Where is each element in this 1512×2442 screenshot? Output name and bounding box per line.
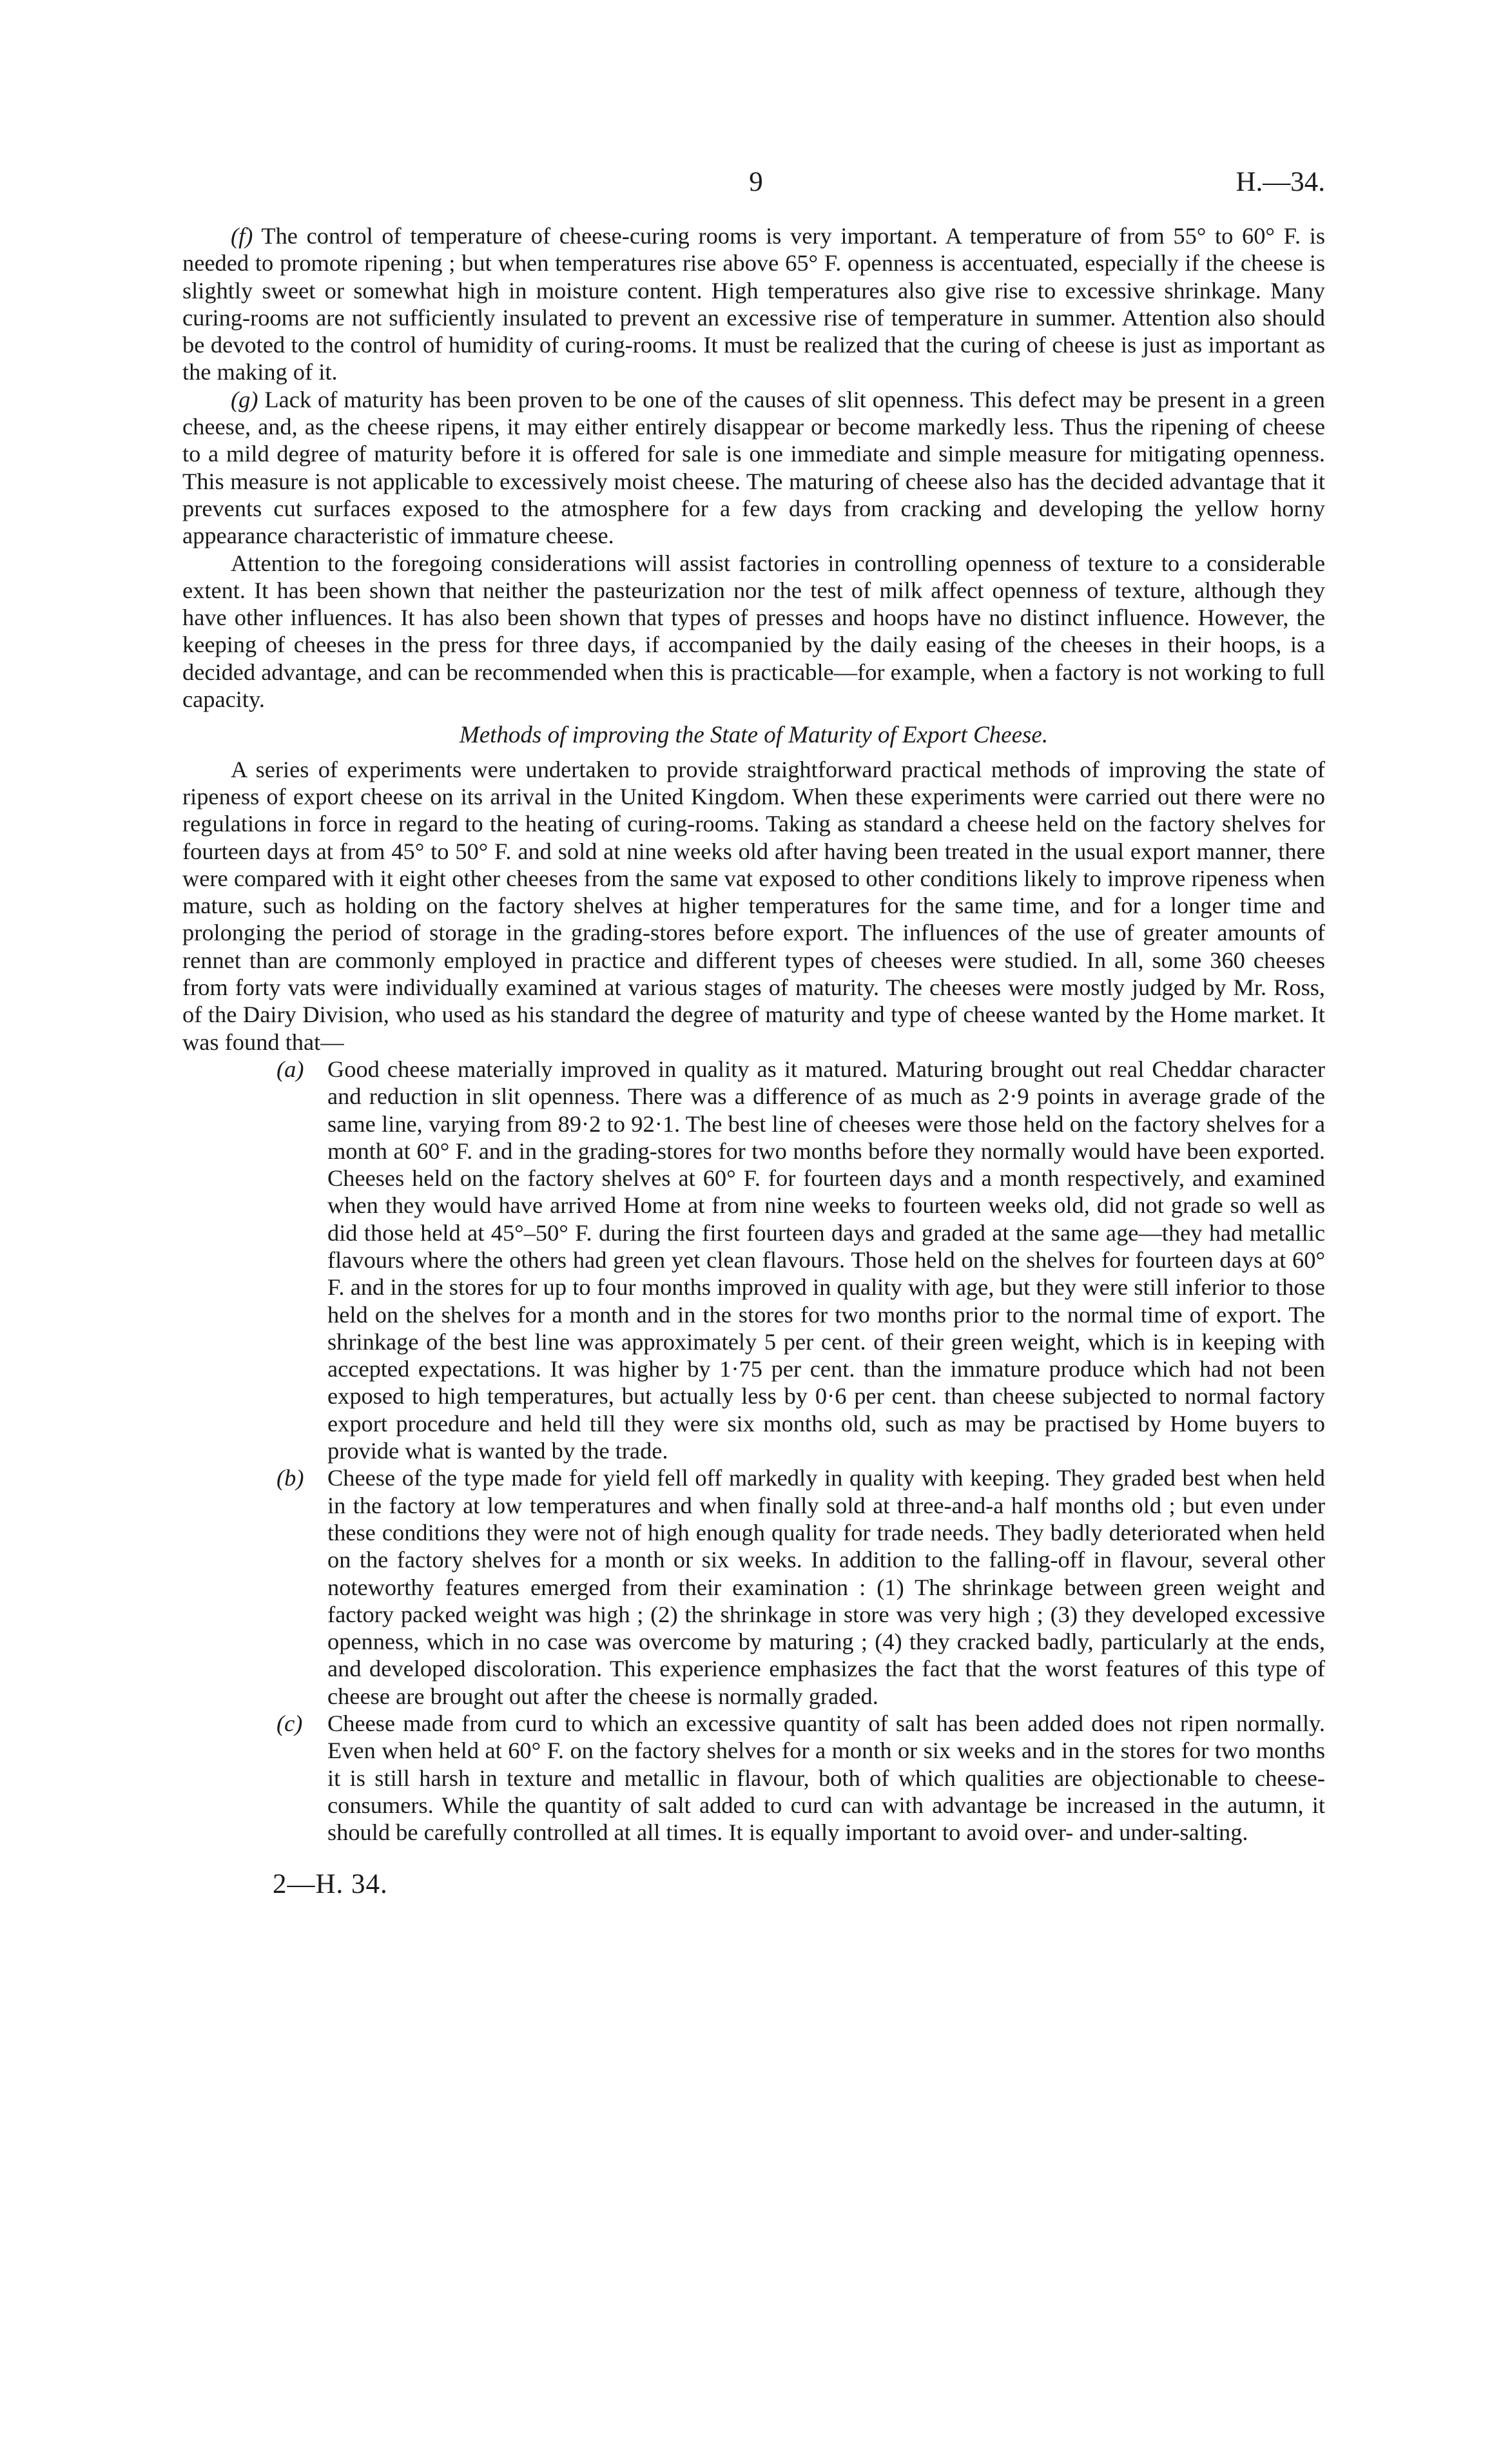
finding-mark: (a) [276, 1056, 304, 1082]
page-number: 9 [749, 167, 763, 197]
finding-mark: (b) [276, 1465, 304, 1491]
paragraph-attention: Attention to the foregoing considerations will assist factories in controlling openness of texture to a considerable extent. It has been shown that neither the pasteurization nor the test of milk affect openness of texture, although they have other influences. It has also been shown that types of presses and hoops have no distinct influence. However, the keeping of cheeses in the press for three days, if accompanied by the daily easing of the cheeses in their hoops, is a decided advantage, and can be recommended when this is practicable—for example, when a factory is not working to full capacity. [182, 550, 1325, 713]
section-heading: Methods of improving the State of Maturity of Export Cheese. [459, 722, 1049, 749]
finding-c [182, 1710, 1325, 1846]
finding-text: Cheese made from curd to which an excessive quantity of salt has been added does not ripen normally. Even when held at 60° F. on the factory shelves for a month or six weeks and in the stores for two months it is still harsh in texture and metallic in flavour, both of which qualities are objectionable to cheese-consumers. While the quantity of salt added to curd can with advantage be increased in the autumn, it should be carefully controlled at all times. It is equally important to avoid over- and under-salting. [327, 1710, 1325, 1846]
finding-a [182, 1056, 1325, 1464]
paragraph-intro: A series of experiments were undertaken to provide straightforward practical methods of improving the state of ripeness of export cheese on its arrival in the United Kingdom. When these experiments were carried out there were no regulations in force in regard to the heating of curing-rooms. Taking as standard a cheese held on the factory shelves for fourteen days at from 45° to 50° F. and sold at nine weeks old after having been treated in the usual export manner, there were compared with it eight other cheeses from the same vat exposed to other conditions likely to improve ripeness when mature, such as holding on the factory shelves at higher temperatures for the same time, and for a longer time and prolonging the period of storage in the grading-stores before export. The influences of the use of greater amounts of rennet than are commonly employed in practice and different types of cheeses were studied. In all, some 360 cheeses from forty vats were individually examined at various stages of maturity. The cheeses were mostly judged by Mr. Ross, of the Dairy Division, who used as his standard the degree of maturity and type of cheese wanted by the Home market. It was found that— [182, 756, 1325, 1055]
paragraph-mark: (g) [231, 386, 258, 412]
document-reference: H.—34. [1236, 167, 1325, 197]
body-text [182, 222, 1325, 1898]
finding-text: Cheese of the type made for yield fell off markedly in quality with keeping. They graded best when held in the factory at low temperatures and when finally sold at three-and-a half months old ; but even under these conditions they were not of high enough quality for trade needs. They badly deteriorated when held on the factory shelves for a month or six weeks. In addition to the falling-off in flavour, several other noteworthy features emerged from their examination : (1) The shrinkage between green weight and factory packed weight was high ; (2) the shrinkage in store was very high ; (3) they developed excessive openness, which in no case was overcome by maturing ; (4) they cracked badly, particularly at the ends, and developed discoloration. This experience emphasizes the fact that the worst features of this type of cheese are brought out after the cheese is normally graded. [327, 1465, 1325, 1709]
sheet-signature: 2—H. 34. [273, 1868, 388, 1899]
paragraph-text: Lack of maturity has been proven to be one of the causes of slit openness. This defect may be present in a green cheese, and, as the cheese ripens, it may either entirely disappear or become markedly less. Thus the ripening of cheese to a mild degree of maturity before it is offered for sale is one immediate and simple measure for mitigating openness. This measure is not applicable to excessively moist cheese. The maturing of cheese also has the decided advantage that it prevents cut surfaces exposed to the atmosphere for a few days from cracking and developing the yellow horny appearance characteristic of immature cheese. [182, 386, 1325, 549]
finding-mark: (c) [276, 1710, 303, 1737]
paragraph-mark: (f) [231, 223, 253, 249]
paragraph-f [182, 222, 1325, 386]
finding-b [182, 1464, 1325, 1710]
paragraph-g [182, 386, 1325, 550]
paragraph-text: The control of temperature of cheese-curing rooms is very important. A temperature of from 55° to 60° F. is needed to promote ripening ; but when temperatures rise above 65° F. openness is accentuated, especially if the cheese is slightly sweet or somewhat high in moisture content. High temperatures also give rise to excessive shrinkage. Many curing-rooms are not sufficiently insulated to prevent an excessive rise of temperature in summer. Attention also should be devoted to the control of humidity of curing-rooms. It must be realized that the curing of cheese is just as important as the making of it. [182, 223, 1325, 385]
finding-text: Good cheese materially improved in quality as it matured. Maturing brought out real Cheddar character and reduction in slit openness. There was a difference of as much as 2·9 points in average grade of the same line, varying from 89·2 to 92·1. The best line of cheeses were those held on the factory shelves for a month at 60° F. and in the grading-stores for two months before they normally would have been exported. Cheeses held on the factory shelves at 60° F. for fourteen days and a month respectively, and examined when they would have arrived Home at from nine weeks to fourteen weeks old, did not grade so well as did those held at 45°–50° F. during the first fourteen days and graded at the same age—they had metallic flavours where the others had green yet clean flavours. Those held on the shelves for fourteen days at 60° F. and in the stores for up to four months improved in quality with age, but they were still inferior to those held on the shelves for a month and in the stores for two months prior to the normal time of export. The shrinkage of the best line was approximately 5 per cent. of their green weight, which is in keeping with accepted expectations. It was higher by 1·75 per cent. than the immature produce which had not been exposed to high temperatures, but actually less by 0·6 per cent. than cheese subjected to normal factory export procedure and held till they were six months old, such as may be practised by Home buyers to provide what is wanted by the trade. [327, 1056, 1325, 1464]
